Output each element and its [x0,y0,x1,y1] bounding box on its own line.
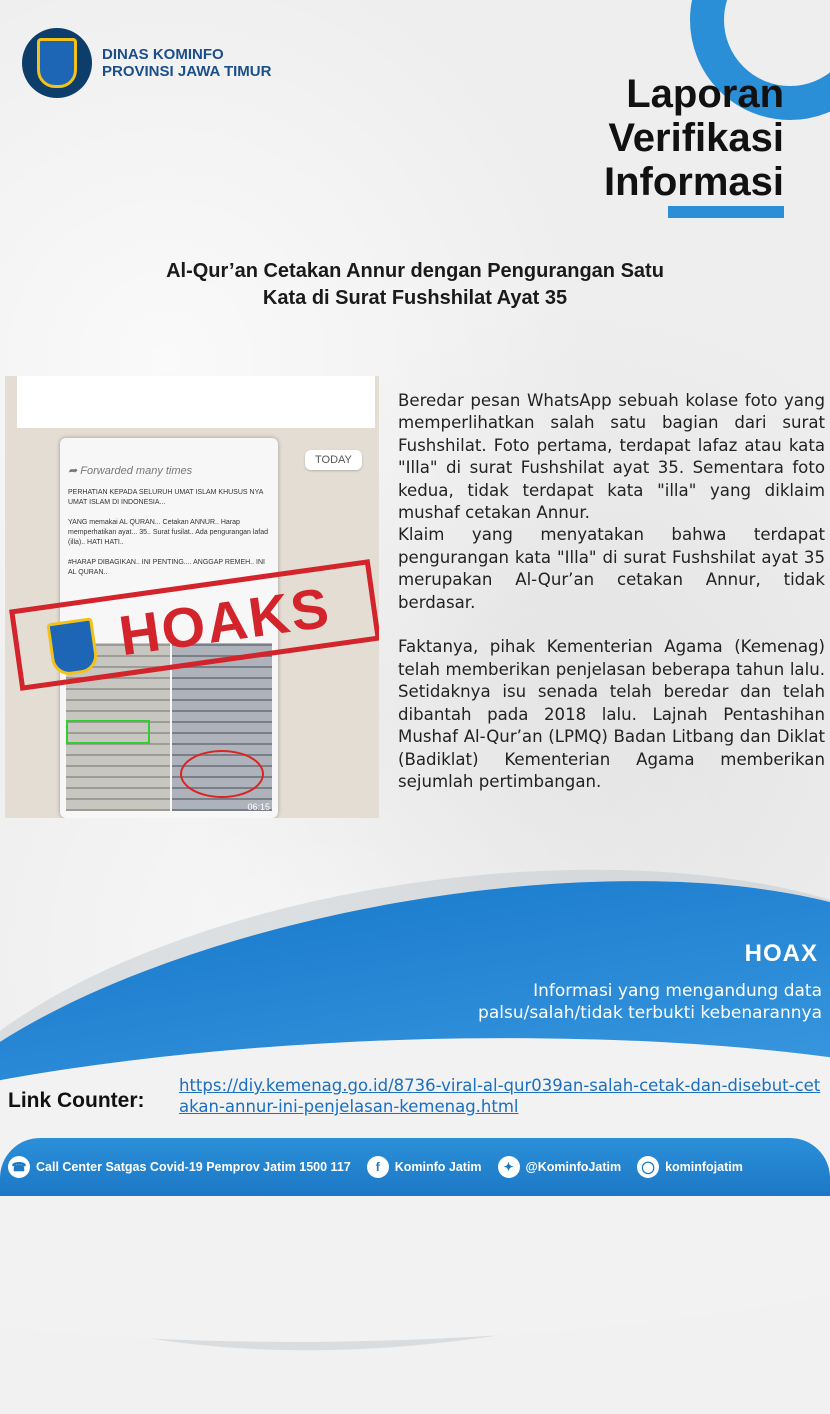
forwarded-label: ➦ Forwarded many times [68,465,193,477]
instagram-text: kominfojatim [665,1160,743,1174]
evidence-image [5,376,379,818]
header-logo [22,28,271,98]
stamp-text: HOAKS [115,574,335,667]
headline-line2: Kata di Surat Fushshilat Ayat 35 [262,287,568,309]
title-accent-bar [668,206,784,218]
footer-instagram[interactable] [637,1156,743,1178]
footer-twitter[interactable] [498,1156,622,1178]
link-counter-url[interactable]: https://diy.kemenag.go.id/8736-viral-al-qur039an-salah-cetak-dan-disebut-cetakan-annur-ini-penjelasan-kemenag.html [179,1076,821,1116]
phone-icon: ☎ [8,1156,30,1178]
org-line1: DINAS KOMINFO [102,46,224,63]
org-name [102,46,271,80]
message-line2: YANG memakai AL QURAN... Cetakan ANNUR.. Harap memperhatikan ayat... 35.. Surat fusilat.. Ada pengurangan lafad (illa).. HATI HATI.. [68,519,269,546]
today-label: TODAY [305,450,362,470]
instagram-icon: ◯ [637,1156,659,1178]
image-top-strip [17,376,375,428]
verdict-description: Informasi yang mengandung data palsu/salah/tidak terbukti kebenarannya [478,981,822,1023]
footer-callcenter [8,1156,351,1178]
highlight-box [66,720,150,744]
facebook-text: Kominfo Jatim [394,1160,482,1174]
message-line3: #HARAP DIBAGIKAN.. INI PENTING.... ANGGAP REMEH.. INI AL QURAN.. [68,559,265,576]
org-line2: PROVINSI JAWA TIMUR [102,63,272,80]
paragraph-2: Klaim yang menyatakan bahwa terdapat pengurangan kata "Illa" di surat Fushshilat ayat 35 merupakan Al-Qur’an cetakan Annur, tidak berdasar. [398,525,825,612]
report-title-line3: Informasi [603,160,784,204]
message-timestamp: 06:15 [247,802,270,812]
report-title-line1: Laporan [626,72,784,116]
verdict-label: HOAX [744,940,818,967]
message-line1: PERHATIAN KEPADA SELURUH UMAT ISLAM KHUSUS NYA UMAT ISLAM DI INDONESIA... [68,489,264,506]
forwarded-text: Forwarded many times [80,465,193,477]
paragraph-3: Faktanya, pihak Kementerian Agama (Kemenag) telah memberikan penjelasan beberapa tahun lalu. Setidaknya isu senada telah beredar dan telah dibantah pada 2018 lalu. Lajnah Pentashihan Mushaf Al-Qur’an (LPMQ) Badan Litbang dan Diklat (Badiklat) Kementerian Agama memberikan sejumlah pertimbangan. [398,637,825,791]
link-counter-label: Link Counter: [8,1089,145,1112]
paragraph-spacer [398,614,825,636]
headline-line1: Al-Qur’an Cetakan Annur dengan Pengurangan Satu [166,260,664,282]
red-circle-mark [180,750,264,798]
report-title [604,72,784,204]
article-body [398,390,825,793]
paragraph-1: Beredar pesan WhatsApp sebuah kolase foto yang memperlihatkan salah satu bagian dari surat Fushshilat. Foto pertama, terdapat lafaz atau kata "Illa" di surat Fushshilat ayat 35. Sementara foto kedua, tidak terdapat kata "illa" yang diklaim mushaf cetakan Annur. [398,391,825,523]
footer-facebook[interactable] [367,1156,482,1178]
report-title-line2: Verifikasi [608,116,784,160]
callcenter-text: Call Center Satgas Covid-19 Pemprov Jatim 1500 117 [36,1160,351,1174]
jatim-emblem-icon [22,28,92,98]
facebook-icon: f [367,1156,389,1178]
footer-bar [0,1138,830,1196]
message-text [68,488,273,578]
twitter-text: @KominfoJatim [525,1160,622,1174]
twitter-icon: ✦ [498,1156,520,1178]
headline [60,258,770,312]
stamp-emblem-icon [46,617,99,677]
